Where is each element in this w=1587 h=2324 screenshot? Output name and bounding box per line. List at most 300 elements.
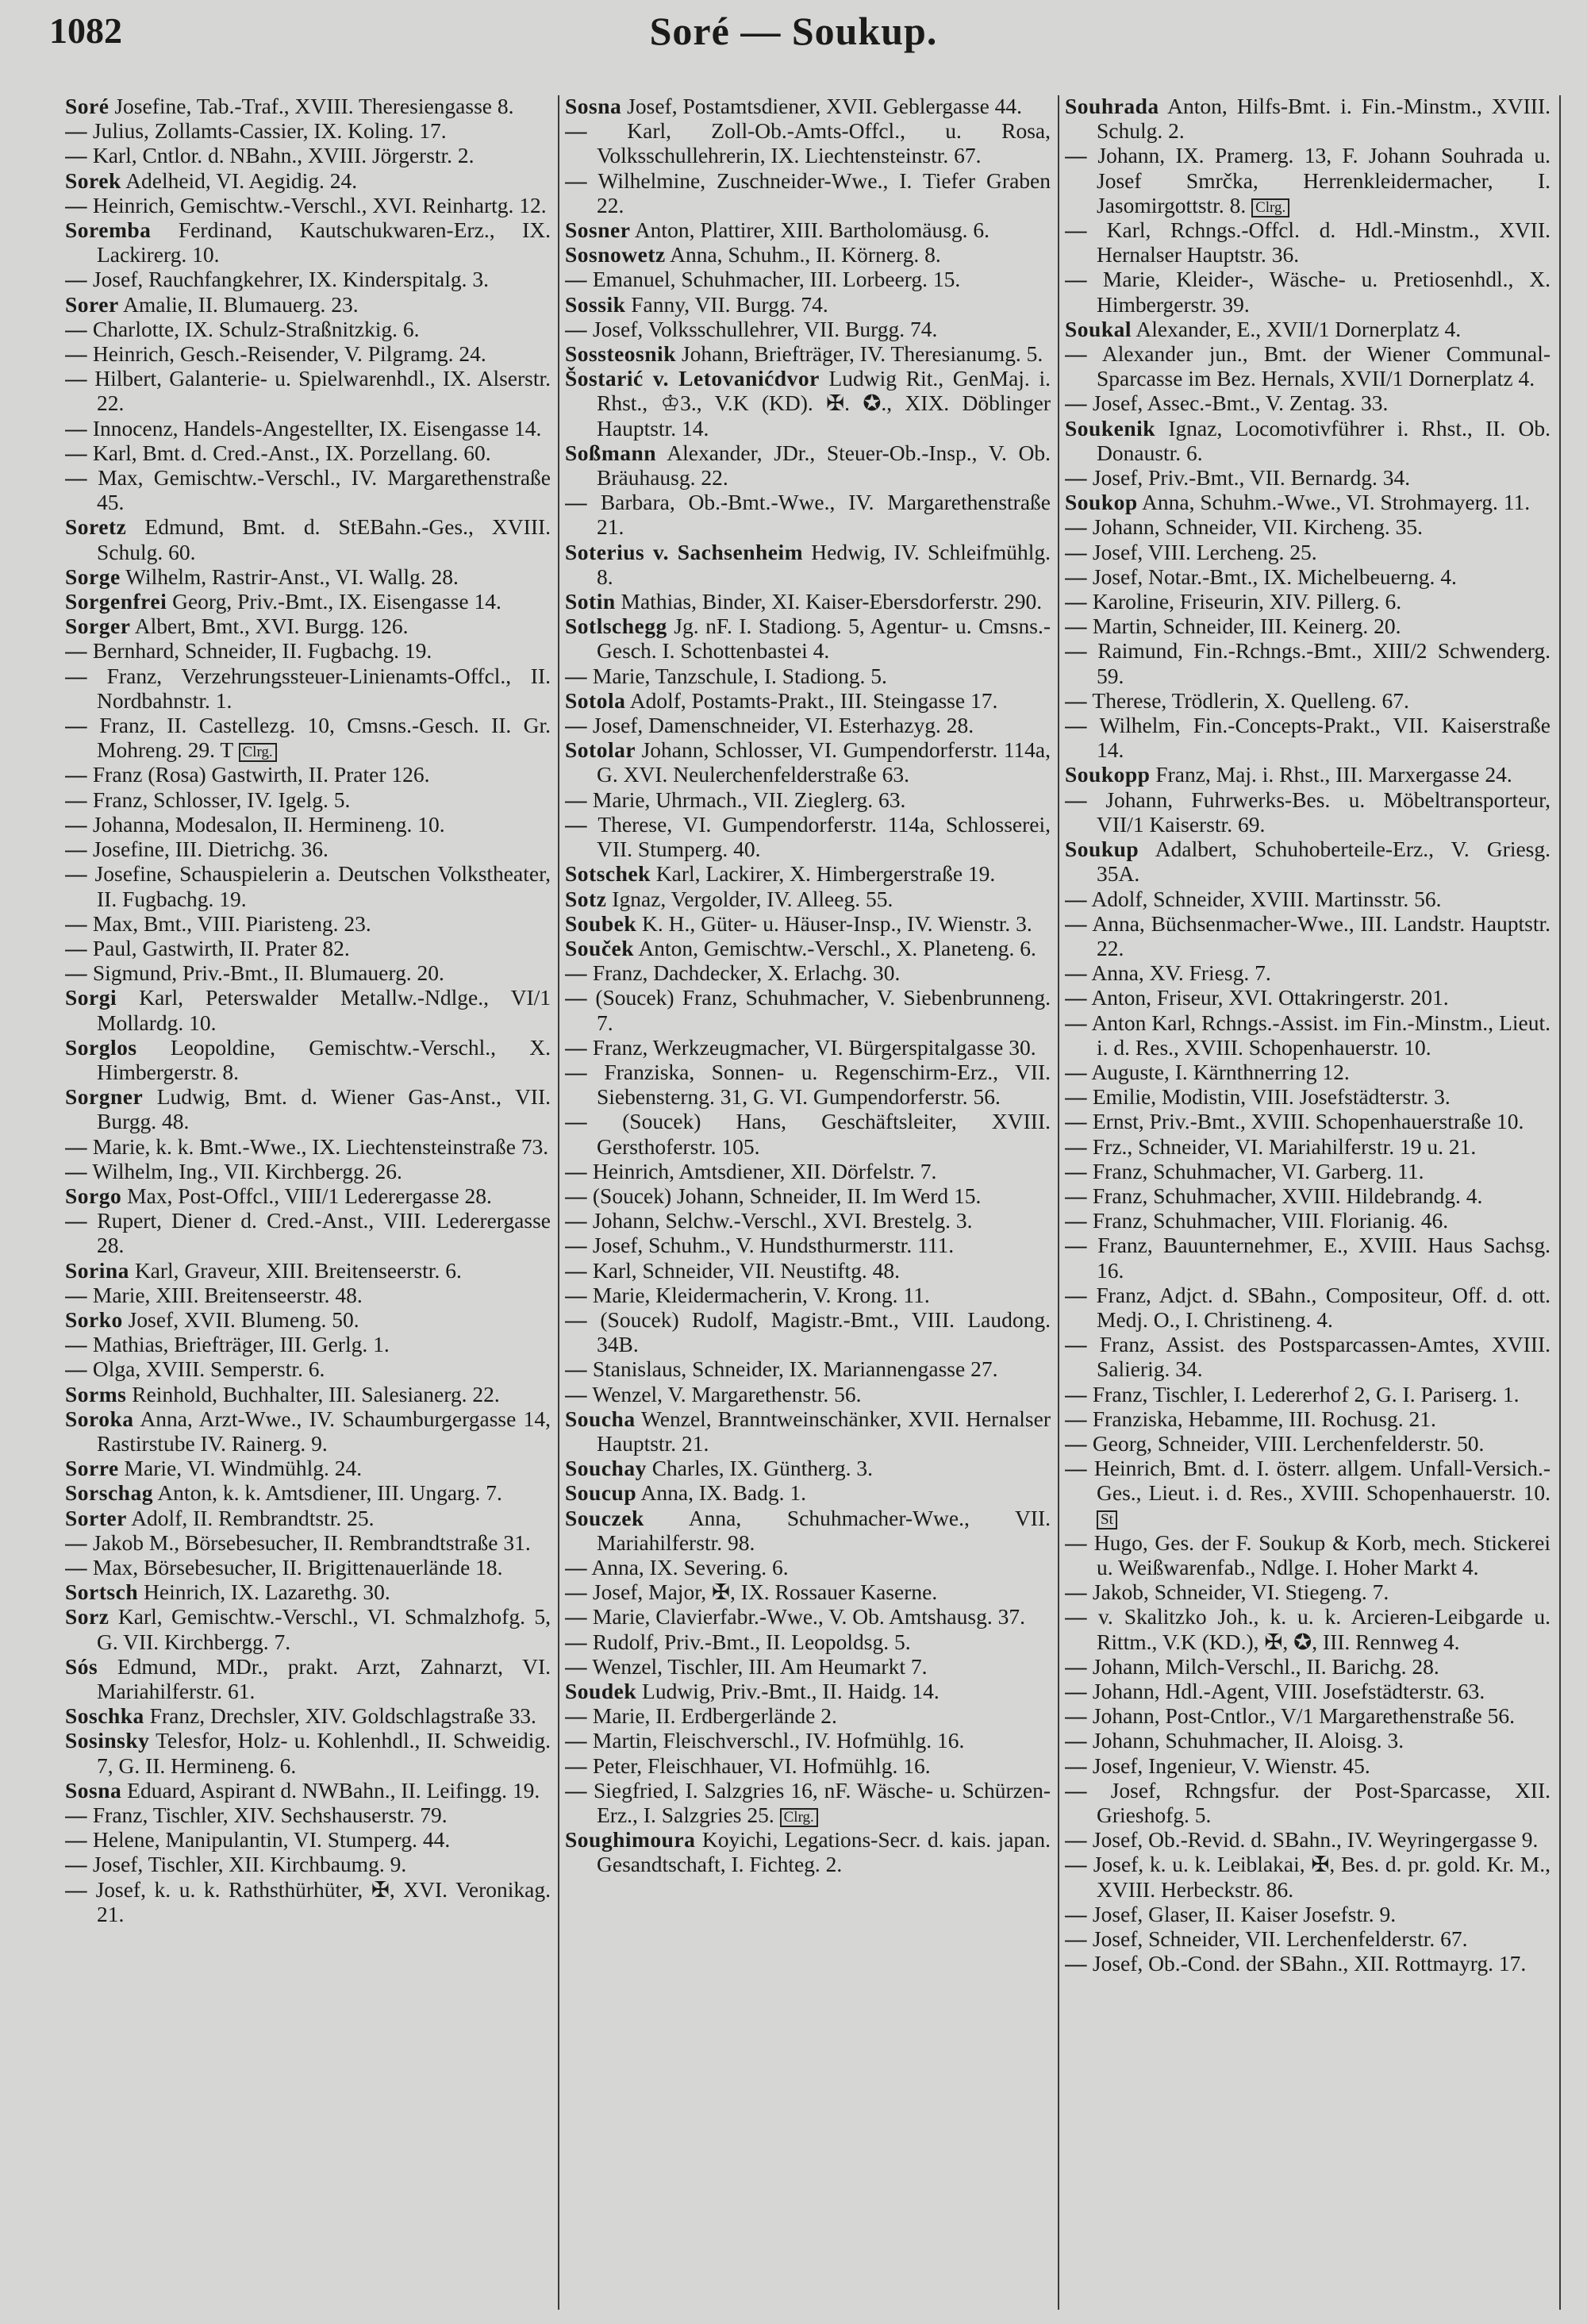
directory-entry — [565, 1456, 1051, 1480]
entry-surname: — — [1065, 960, 1087, 986]
entry-surname: — — [65, 143, 87, 168]
entry-surname: — — [65, 1158, 87, 1183]
entry-surname: — — [565, 490, 587, 515]
entry-surname: Soudek — [565, 1679, 637, 1703]
entry-details: (Soucek) Rudolf, Magistr.-Bmt., VIII. Laudong. 34B. — [597, 1306, 1051, 1357]
entry-surname: — — [565, 811, 587, 837]
entry-details: Franz (Rosa) Gastwirth, II. Prater 126. — [92, 762, 430, 787]
directory-entry — [565, 960, 1051, 985]
entry-details: Mathias, Briefträger, III. Gerlg. 1. — [92, 1332, 390, 1357]
entry-surname: — — [565, 663, 587, 688]
entry-details: Josefine, Tab.-Traf., XVIII. Theresiengasse 8. — [114, 94, 514, 118]
entry-surname: Soughimoura — [565, 1827, 696, 1853]
directory-entry — [65, 341, 551, 366]
entry-details: Ignaz, Vergolder, IV. Alleeg. 55. — [612, 886, 893, 911]
directory-entry — [1065, 94, 1550, 143]
entry-surname: Soukup — [1065, 837, 1139, 862]
entry-surname: — — [565, 1703, 587, 1729]
entry-details: Raimund, Fin.-Rchngs.-Bmt., XIII/2 Schwenderg. 59. — [1097, 638, 1550, 688]
directory-entry — [565, 1778, 1051, 1827]
directory-entry — [65, 1134, 551, 1159]
directory-entry — [565, 366, 1051, 441]
directory-entry — [565, 1035, 1051, 1060]
directory-entry — [565, 936, 1051, 960]
entry-details: Johann, Schneider, VII. Kircheng. 35. — [1092, 514, 1424, 540]
entry-surname: — — [565, 1257, 587, 1283]
entry-surname: — — [565, 316, 587, 341]
entry-surname: — — [1065, 1406, 1087, 1431]
directory-entry — [65, 1827, 551, 1852]
directory-entry — [65, 638, 551, 663]
entry-surname: — — [565, 1629, 587, 1654]
entry-surname: Souczek — [565, 1505, 644, 1530]
entry-details: Johann, Fuhrwerks-Bes. u. Möbeltransporteur, VII/1 Kaiserstr. 69. — [1097, 787, 1550, 837]
directory-entry — [65, 465, 551, 514]
directory-entry — [565, 490, 1051, 539]
entry-surname: — — [1065, 1233, 1087, 1258]
directory-entry — [65, 366, 551, 415]
entry-details: Josef, Tischler, XII. Kirchbaumg. 9. — [92, 1852, 407, 1877]
entry-surname: — — [65, 192, 87, 217]
entry-surname: — — [565, 1306, 587, 1332]
entry-details: Ludwig, Bmt. d. Wiener Gas-Anst., VII. Burgg. 48. — [97, 1084, 551, 1134]
directory-entry — [65, 441, 551, 465]
entry-surname: — — [1065, 564, 1087, 589]
entry-details: Amalie, II. Blumauerg. 23. — [123, 291, 359, 317]
entry-surname: — — [565, 1059, 587, 1084]
entry-surname: — — [1065, 1010, 1087, 1035]
directory-entry — [1065, 1902, 1550, 1926]
entry-details: Rudolf, Priv.-Bmt., II. Leopoldsg. 5. — [592, 1629, 911, 1654]
entry-surname: Sorge — [65, 564, 121, 589]
entry-surname: — — [1065, 1332, 1087, 1357]
entry-details: Anna, Schuhm.-Wwe., VI. Strohmayerg. 11. — [1142, 490, 1531, 515]
column-divider — [1559, 95, 1561, 2310]
entry-surname: Sosnowetz — [565, 242, 666, 267]
entry-surname: Sosna — [65, 1777, 122, 1803]
directory-entry — [65, 911, 551, 936]
entry-details: Johann, Briefträger, IV. Theresianumg. 5. — [681, 341, 1043, 367]
entry-surname: — — [565, 1183, 587, 1208]
entry-badge: Clrg. — [239, 743, 277, 762]
entry-details: Karl, Lackirer, X. Himbergerstraße 19. — [655, 861, 996, 887]
directory-entry — [65, 1703, 551, 1728]
entry-surname: — — [65, 341, 87, 367]
entry-details: Josef, XVII. Blumeng. 50. — [128, 1306, 359, 1332]
directory-entry — [65, 292, 551, 317]
entry-surname: — — [65, 762, 87, 787]
entry-surname: — — [65, 118, 87, 144]
entry-surname: Sotola — [565, 687, 626, 713]
entry-surname: — — [1065, 1183, 1087, 1208]
entry-surname: — — [65, 811, 87, 837]
directory-entry — [1065, 985, 1550, 1010]
directory-entry — [565, 1183, 1051, 1208]
entry-details: Marie, k. k. Bmt.-Wwe., IX. Liechtensteinstraße 73. — [92, 1133, 549, 1159]
directory-entry — [65, 1382, 551, 1406]
entry-surname: — — [565, 1356, 587, 1382]
directory-entry — [565, 1629, 1051, 1654]
entry-details: Innocenz, Handels-Angestellter, IX. Eisengasse 14. — [92, 415, 542, 441]
entry-details: Therese, VI. Gumpendorferstr. 114a, Schlosserei, VII. Stumperg. 40. — [597, 811, 1051, 862]
entry-surname: — — [1065, 1777, 1087, 1803]
entry-details: Koyichi, Legations-Secr. d. kais. japan. Gesandtschaft, I. Fichteg. 2. — [597, 1827, 1051, 1877]
entry-details: Alexander, JDr., Steuer-Ob.-Insp., V. Ob. Bräuhausg. 22. — [597, 440, 1051, 491]
directory-entry — [1065, 564, 1550, 589]
entry-surname: — — [1065, 787, 1087, 812]
directory-entry — [65, 1332, 551, 1356]
entry-details: Josef, Ob.-Cond. der SBahn., XII. Rottmayrg. 17. — [1092, 1951, 1527, 1976]
directory-entry — [565, 688, 1051, 713]
entry-surname: Sortsch — [65, 1579, 139, 1605]
entry-details: Johann, IX. Pramerg. 13, F. Johann Souhrada u. Josef Smrčka, Herrenkleidermacher, I. Jasomirgottstr. 8. — [1097, 143, 1550, 217]
directory-entry — [1065, 1382, 1550, 1406]
entry-details: Josef, Notar.-Bmt., IX. Michelbeuerng. 4. — [1092, 564, 1457, 589]
entry-details: Franz, Tischler, I. Ledererhof 2, G. I. Pariserg. 1. — [1092, 1381, 1520, 1406]
directory-entry — [1065, 217, 1550, 267]
entry-details: Franz, Maj. i. Rhst., III. Marxergasse 24. — [1155, 762, 1512, 787]
directory-entry — [1065, 1134, 1550, 1159]
entry-details: Anna, XV. Friesg. 7. — [1091, 960, 1271, 986]
entry-badge: Clrg. — [1251, 198, 1289, 217]
entry-surname: Sós — [65, 1653, 98, 1679]
entry-surname: Sotin — [565, 589, 616, 614]
directory-entry — [565, 1283, 1051, 1307]
entry-surname: — — [1065, 1208, 1087, 1233]
entry-surname: — — [565, 1604, 587, 1629]
entry-surname: — — [65, 440, 87, 465]
entry-details: Franz, Bauunternehmer, E., XVIII. Haus Sachsg. 16. — [1097, 1233, 1550, 1283]
entry-details: Edmund, Bmt. d. StEBahn.-Ges., XVIII. Schulg. 60. — [97, 514, 551, 564]
directory-entry — [1065, 762, 1550, 787]
entry-details: Alexander, E., XVII/1 Dornerplatz 4. — [1135, 316, 1462, 341]
entry-details: Ludwig Rit., GenMaj. i. Rhst., ♔3., V.K (KD). ✠. ✪., XIX. Döblinger Hauptstr. 14. — [597, 366, 1051, 441]
entry-surname: — — [1065, 1703, 1087, 1729]
entry-details: Josef, Volksschullehrer, VII. Burgg. 74. — [592, 316, 938, 341]
directory-entry — [65, 837, 551, 861]
directory-entry — [65, 94, 551, 118]
entry-surname: Sosner — [565, 217, 631, 243]
entry-details: Fanny, VII. Burgg. 74. — [631, 291, 828, 317]
entry-details: Leopoldine, Gemischtw.-Verschl., X. Himbergerstr. 8. — [97, 1034, 551, 1084]
entry-details: Georg, Schneider, VIII. Lerchenfelderstr. 50. — [1092, 1430, 1485, 1456]
entry-surname: Souček — [565, 935, 635, 960]
entry-surname: — — [565, 267, 587, 292]
directory-entry — [1065, 143, 1550, 217]
entry-surname: Sossik — [565, 291, 626, 317]
entry-surname: — — [1065, 1059, 1087, 1084]
entry-surname: — — [1065, 1430, 1087, 1456]
entry-surname: Souchay — [565, 1456, 647, 1481]
directory-entry — [1065, 540, 1550, 564]
directory-entry — [65, 985, 551, 1034]
entry-details: Hilbert, Galanterie- u. Spielwarenhdl., IX. Alserstr. 22. — [94, 366, 551, 416]
entry-details: Anna, Schuhm., II. Körnerg. 8. — [670, 242, 941, 267]
entry-details: Charles, IX. Güntherg. 3. — [651, 1456, 873, 1481]
directory-entry — [1065, 1456, 1550, 1530]
entry-surname: — — [65, 1332, 87, 1357]
entry-surname: — — [565, 1208, 587, 1233]
entry-details: Anna, IX. Severing. 6. — [591, 1554, 789, 1579]
entry-surname: Sorko — [65, 1306, 123, 1332]
entry-details: Frz., Schneider, VI. Mariahilferstr. 19 u. 21. — [1092, 1133, 1477, 1159]
directory-entry — [65, 168, 551, 193]
entry-surname: Soucup — [565, 1480, 637, 1506]
entry-surname: — — [65, 861, 87, 887]
directory-entry — [1065, 1852, 1550, 1901]
entry-surname: — — [65, 1529, 87, 1555]
entry-surname: — — [1065, 589, 1087, 614]
entry-surname: Soubek — [565, 910, 637, 936]
directory-entry — [65, 1728, 551, 1777]
entry-details: Emanuel, Schuhmacher, III. Lorbeerg. 15. — [592, 267, 961, 292]
entry-details: Jg. nF. I. Stadiong. 5, Agentur- u. Cmsns.-Gesch. I. Schottenbastei 4. — [597, 614, 1051, 664]
entry-details: Karl, Peterswalder Metallw.-Ndlge., VI/1 Mollardg. 10. — [97, 985, 551, 1035]
directory-entry — [565, 118, 1051, 167]
entry-details: Franz, Adjct. d. SBahn., Compositeur, Off. d. ott. Medj. O., I. Christineng. 4. — [1096, 1282, 1550, 1332]
entry-surname: Sorger — [65, 614, 131, 639]
directory-entry — [65, 812, 551, 837]
entry-surname: — — [1065, 341, 1087, 367]
directory-entry — [565, 861, 1051, 886]
directory-entry — [65, 1208, 551, 1257]
entry-surname: — — [1065, 267, 1087, 292]
entry-details: Helene, Manipulantin, VI. Stumperg. 44. — [92, 1827, 451, 1853]
entry-surname: — — [565, 985, 587, 1010]
directory-entry — [65, 1283, 551, 1307]
entry-surname: — — [1065, 1381, 1087, 1406]
entry-details: Adalbert, Schuhoberteile-Erz., V. Griesg. 35A. — [1097, 837, 1550, 887]
entry-details: Franz, Verzehrungssteuer-Linienamts-Offcl., II. Nordbahnstr. 1. — [97, 663, 551, 713]
directory-entry — [1065, 1679, 1550, 1703]
entry-surname: — — [1065, 1579, 1087, 1605]
entry-details: Wenzel, V. Margarethenstr. 56. — [592, 1381, 862, 1406]
entry-details: Josef, k. u. k. Leiblakai, ✠, Bes. d. pr. gold. Kr. M., XVIII. Herbeckstr. 86. — [1093, 1852, 1550, 1902]
entry-details: Franziska, Hebamme, III. Rochusg. 21. — [1092, 1406, 1436, 1431]
entry-surname: — — [1065, 143, 1087, 168]
entry-surname: — — [65, 316, 87, 341]
entry-details: Max, Börsebesucher, II. Brigittenauerlände 18. — [92, 1554, 503, 1579]
entry-surname: — — [65, 713, 87, 738]
entry-surname: — — [565, 1753, 587, 1778]
entry-surname: Sorschag — [65, 1480, 153, 1506]
entry-details: Josef, Postamtsdiener, XVII. Geblergasse 44. — [627, 94, 1023, 118]
entry-details: Karl, Rchngs.-Offcl. d. Hdl.-Minstm., XVII. Hernalser Hauptstr. 36. — [1097, 217, 1550, 267]
entry-details: Josef, Rchngsfur. der Post-Sparcasse, XII. Grieshofg. 5. — [1097, 1777, 1550, 1828]
entry-surname: — — [65, 1356, 87, 1382]
entry-details: Josef, Priv.-Bmt., VII. Bernardg. 34. — [1092, 465, 1411, 491]
directory-entry — [1065, 416, 1550, 465]
directory-entry — [1065, 1283, 1550, 1332]
directory-entry — [565, 985, 1051, 1034]
entry-surname: Sosna — [565, 94, 622, 118]
entry-surname: Soretz — [65, 514, 127, 540]
directory-entry — [65, 1456, 551, 1480]
entry-details: Josef, Schneider, VII. Lerchenfelderstr. 67. — [1092, 1926, 1468, 1952]
directory-entry — [65, 1480, 551, 1505]
entry-details: Marie, Clavierfabr.-Wwe., V. Ob. Amtshausg. 37. — [592, 1604, 1025, 1629]
entry-surname: Soremba — [65, 217, 152, 243]
entry-surname: — — [1065, 1679, 1087, 1703]
directory-entry — [565, 217, 1051, 242]
entry-details: Telesfor, Holz- u. Kohlenhdl., II. Schweidig. 7, G. II. Hermineng. 6. — [97, 1728, 551, 1778]
entry-details: Anton, k. k. Amtsdiener, III. Ungarg. 7. — [157, 1480, 502, 1506]
entry-surname: — — [1065, 1604, 1087, 1629]
entry-surname: Sorgner — [65, 1084, 144, 1110]
entry-details: Julius, Zollamts-Cassier, IX. Koling. 17. — [92, 118, 447, 144]
directory-entry — [565, 1109, 1051, 1158]
entry-details: Max, Post-Offcl., VIII/1 Lederergasse 28. — [127, 1183, 492, 1208]
entry-surname: — — [1065, 910, 1087, 936]
entry-surname: — — [65, 1554, 87, 1579]
entry-surname: — — [565, 118, 587, 144]
entry-details: Martin, Schneider, III. Keinerg. 20. — [1092, 614, 1401, 639]
entry-details: Peter, Fleischhauer, VI. Hofmühlg. 16. — [592, 1753, 931, 1778]
directory-entry — [565, 713, 1051, 737]
entry-details: Franz, Schuhmacher, VIII. Florianig. 46. — [1092, 1208, 1449, 1233]
entry-details: Franz, Schuhmacher, VI. Garberg. 11. — [1092, 1158, 1424, 1183]
entry-surname: — — [65, 415, 87, 441]
directory-entry — [565, 1159, 1051, 1183]
entry-details: Anton, Hilfs-Bmt. i. Fin.-Minstm., XVIII. Schulg. 2. — [1097, 94, 1550, 144]
directory-entry — [1065, 1010, 1550, 1060]
entry-details: Bernhard, Schneider, II. Fugbachg. 19. — [92, 638, 432, 664]
entry-surname: — — [1065, 1456, 1087, 1481]
entry-details: Mathias, Binder, XI. Kaiser-Ebersdorferstr. 290. — [621, 589, 1043, 614]
entry-details: Olga, XVIII. Semperstr. 6. — [92, 1356, 325, 1382]
entry-details: Josef, Ob.-Revid. d. SBahn., IV. Weyringergasse 9. — [1092, 1827, 1539, 1853]
entry-surname: — — [1065, 1951, 1087, 1976]
directory-entry — [565, 1208, 1051, 1233]
entry-surname: — — [65, 1852, 87, 1877]
directory-entry — [565, 1827, 1051, 1876]
entry-surname: Sorz — [65, 1604, 110, 1629]
entry-badge: Clrg. — [780, 1808, 818, 1827]
directory-entry — [65, 1852, 551, 1876]
entry-details: Josef, Damenschneider, VI. Esterhazyg. 28. — [592, 713, 974, 738]
entry-details: Alexander jun., Bmt. der Wiener Communal-Sparcasse im Bez. Hernals, XVII/1 Dornerplatz 4. — [1097, 341, 1550, 391]
entry-surname: — — [1065, 1926, 1087, 1952]
entry-details: Reinhold, Buchhalter, III. Salesianerg. 22. — [132, 1381, 500, 1406]
entry-details: Karl, Schneider, VII. Neustiftg. 48. — [592, 1257, 900, 1283]
entry-surname: — — [565, 1034, 587, 1060]
directory-entry — [565, 292, 1051, 317]
entry-surname: — — [65, 1208, 87, 1233]
entry-surname: — — [565, 713, 587, 738]
directory-entry — [65, 614, 551, 638]
directory-column-3 — [1065, 94, 1550, 2316]
entry-details: Anna, Schuhmacher-Wwe., VII. Mariahilferstr. 98. — [597, 1505, 1051, 1555]
entry-details: Heinrich, Gemischtw.-Verschl., XVI. Reinhartg. 12. — [92, 192, 547, 217]
entry-surname: — — [65, 366, 87, 391]
entry-details: Marie, Tanzschule, I. Stadiong. 5. — [592, 663, 887, 688]
directory-entry — [1065, 1827, 1550, 1852]
directory-entry — [65, 1035, 551, 1084]
entry-details: Sigmund, Priv.-Bmt., II. Blumauerg. 20. — [92, 960, 444, 986]
directory-entry — [565, 1579, 1051, 1604]
directory-entry — [565, 1233, 1051, 1257]
entry-surname: — — [565, 1381, 587, 1406]
entry-surname: Sorgi — [65, 985, 117, 1010]
directory-entry — [565, 242, 1051, 267]
entry-details: Eduard, Aspirant d. NWBahn., II. Leifingg. 19. — [127, 1777, 540, 1803]
entry-surname: — — [1065, 1852, 1087, 1877]
directory-entry — [1065, 1753, 1550, 1778]
entry-details: Franz, Drechsler, XIV. Goldschlagstraße 33. — [149, 1703, 536, 1729]
entry-surname: — — [565, 1109, 587, 1134]
entry-surname: — — [1065, 1084, 1087, 1110]
entry-surname: Sotz — [565, 886, 607, 911]
entry-surname: — — [1065, 687, 1087, 713]
entry-surname: — — [1065, 1653, 1087, 1679]
directory-entry — [65, 1530, 551, 1555]
directory-column-1 — [65, 94, 551, 2316]
entry-details: Karl, Graveur, XIII. Breitenseerstr. 6. — [134, 1257, 462, 1283]
directory-entry — [1065, 887, 1550, 911]
directory-entry — [65, 193, 551, 217]
entry-details: Therese, Trödlerin, X. Quelleng. 67. — [1092, 687, 1409, 713]
directory-entry — [65, 1258, 551, 1283]
entry-details: Johann, Hdl.-Agent, VIII. Josefstädterstr. 63. — [1092, 1679, 1485, 1703]
entry-details: Auguste, I. Kärnthnerring 12. — [1091, 1059, 1350, 1084]
entry-details: Wilhelm, Fin.-Concepts-Prakt., VII. Kaiserstraße 14. — [1097, 713, 1550, 763]
directory-entry — [565, 540, 1051, 589]
entry-surname: — — [1065, 465, 1087, 491]
directory-entry — [1065, 341, 1550, 391]
entry-details: Johann, Schlosser, VI. Gumpendorferstr. 114a, G. XVI. Neulerchenfelderstraße 63. — [597, 737, 1051, 787]
directory-entry — [1065, 638, 1550, 687]
directory-entry — [1065, 490, 1550, 514]
entry-details: Johann, Selchw.-Verschl., XVI. Brestelg. 3. — [592, 1208, 973, 1233]
directory-entry — [65, 1084, 551, 1133]
directory-entry — [565, 441, 1051, 490]
entry-surname: Soukal — [1065, 316, 1132, 341]
entry-surname: — — [565, 787, 587, 812]
entry-details: Ferdinand, Kautschukwaren-Erz., IX. Lackirerg. 10. — [97, 217, 551, 267]
entry-surname: Sotolar — [565, 737, 636, 763]
directory-entry — [1065, 1778, 1550, 1827]
entry-surname: Sorina — [65, 1257, 129, 1283]
directory-entry — [65, 416, 551, 441]
entry-details: Franz, Dachdecker, X. Erlachg. 30. — [592, 960, 901, 986]
entry-surname: Soroka — [65, 1406, 134, 1431]
entry-details: Adolf, Postamts-Prakt., III. Steingasse 17. — [629, 687, 998, 713]
directory-entry — [1065, 1530, 1550, 1579]
entry-details: Johann, Milch-Verschl., II. Barichg. 28. — [1092, 1653, 1439, 1679]
directory-entry — [65, 1307, 551, 1332]
directory-entry — [65, 1654, 551, 1703]
entry-details: Karl, Zoll-Ob.-Amts-Offcl., u. Rosa, Volksschullehrerin, IX. Liechtensteinstr. 67. — [597, 118, 1051, 168]
directory-entry — [565, 168, 1051, 217]
entry-surname: — — [1065, 1282, 1087, 1307]
entry-details: (Soucek) Johann, Schneider, II. Im Werd 15. — [592, 1183, 982, 1208]
entry-details: Albert, Bmt., XVI. Burgg. 126. — [134, 614, 409, 639]
entry-surname: — — [565, 960, 587, 986]
directory-entry — [65, 861, 551, 910]
directory-entry — [65, 143, 551, 167]
directory-entry — [565, 1555, 1051, 1579]
column-divider — [1058, 95, 1059, 2310]
entry-surname: Sorre — [65, 1456, 119, 1481]
entry-surname: — — [565, 1653, 587, 1679]
entry-surname: — — [65, 638, 87, 664]
entry-details: Josefine, Schauspielerin a. Deutschen Volkstheater, II. Fugbachg. 19. — [94, 861, 551, 911]
directory-entry — [65, 664, 551, 713]
directory-entry — [1065, 960, 1550, 985]
directory-entry — [65, 1778, 551, 1803]
directory-entry — [1065, 1060, 1550, 1084]
entry-details: Josef, Schuhm., V. Hundsthurmerstr. 111. — [592, 1233, 955, 1258]
